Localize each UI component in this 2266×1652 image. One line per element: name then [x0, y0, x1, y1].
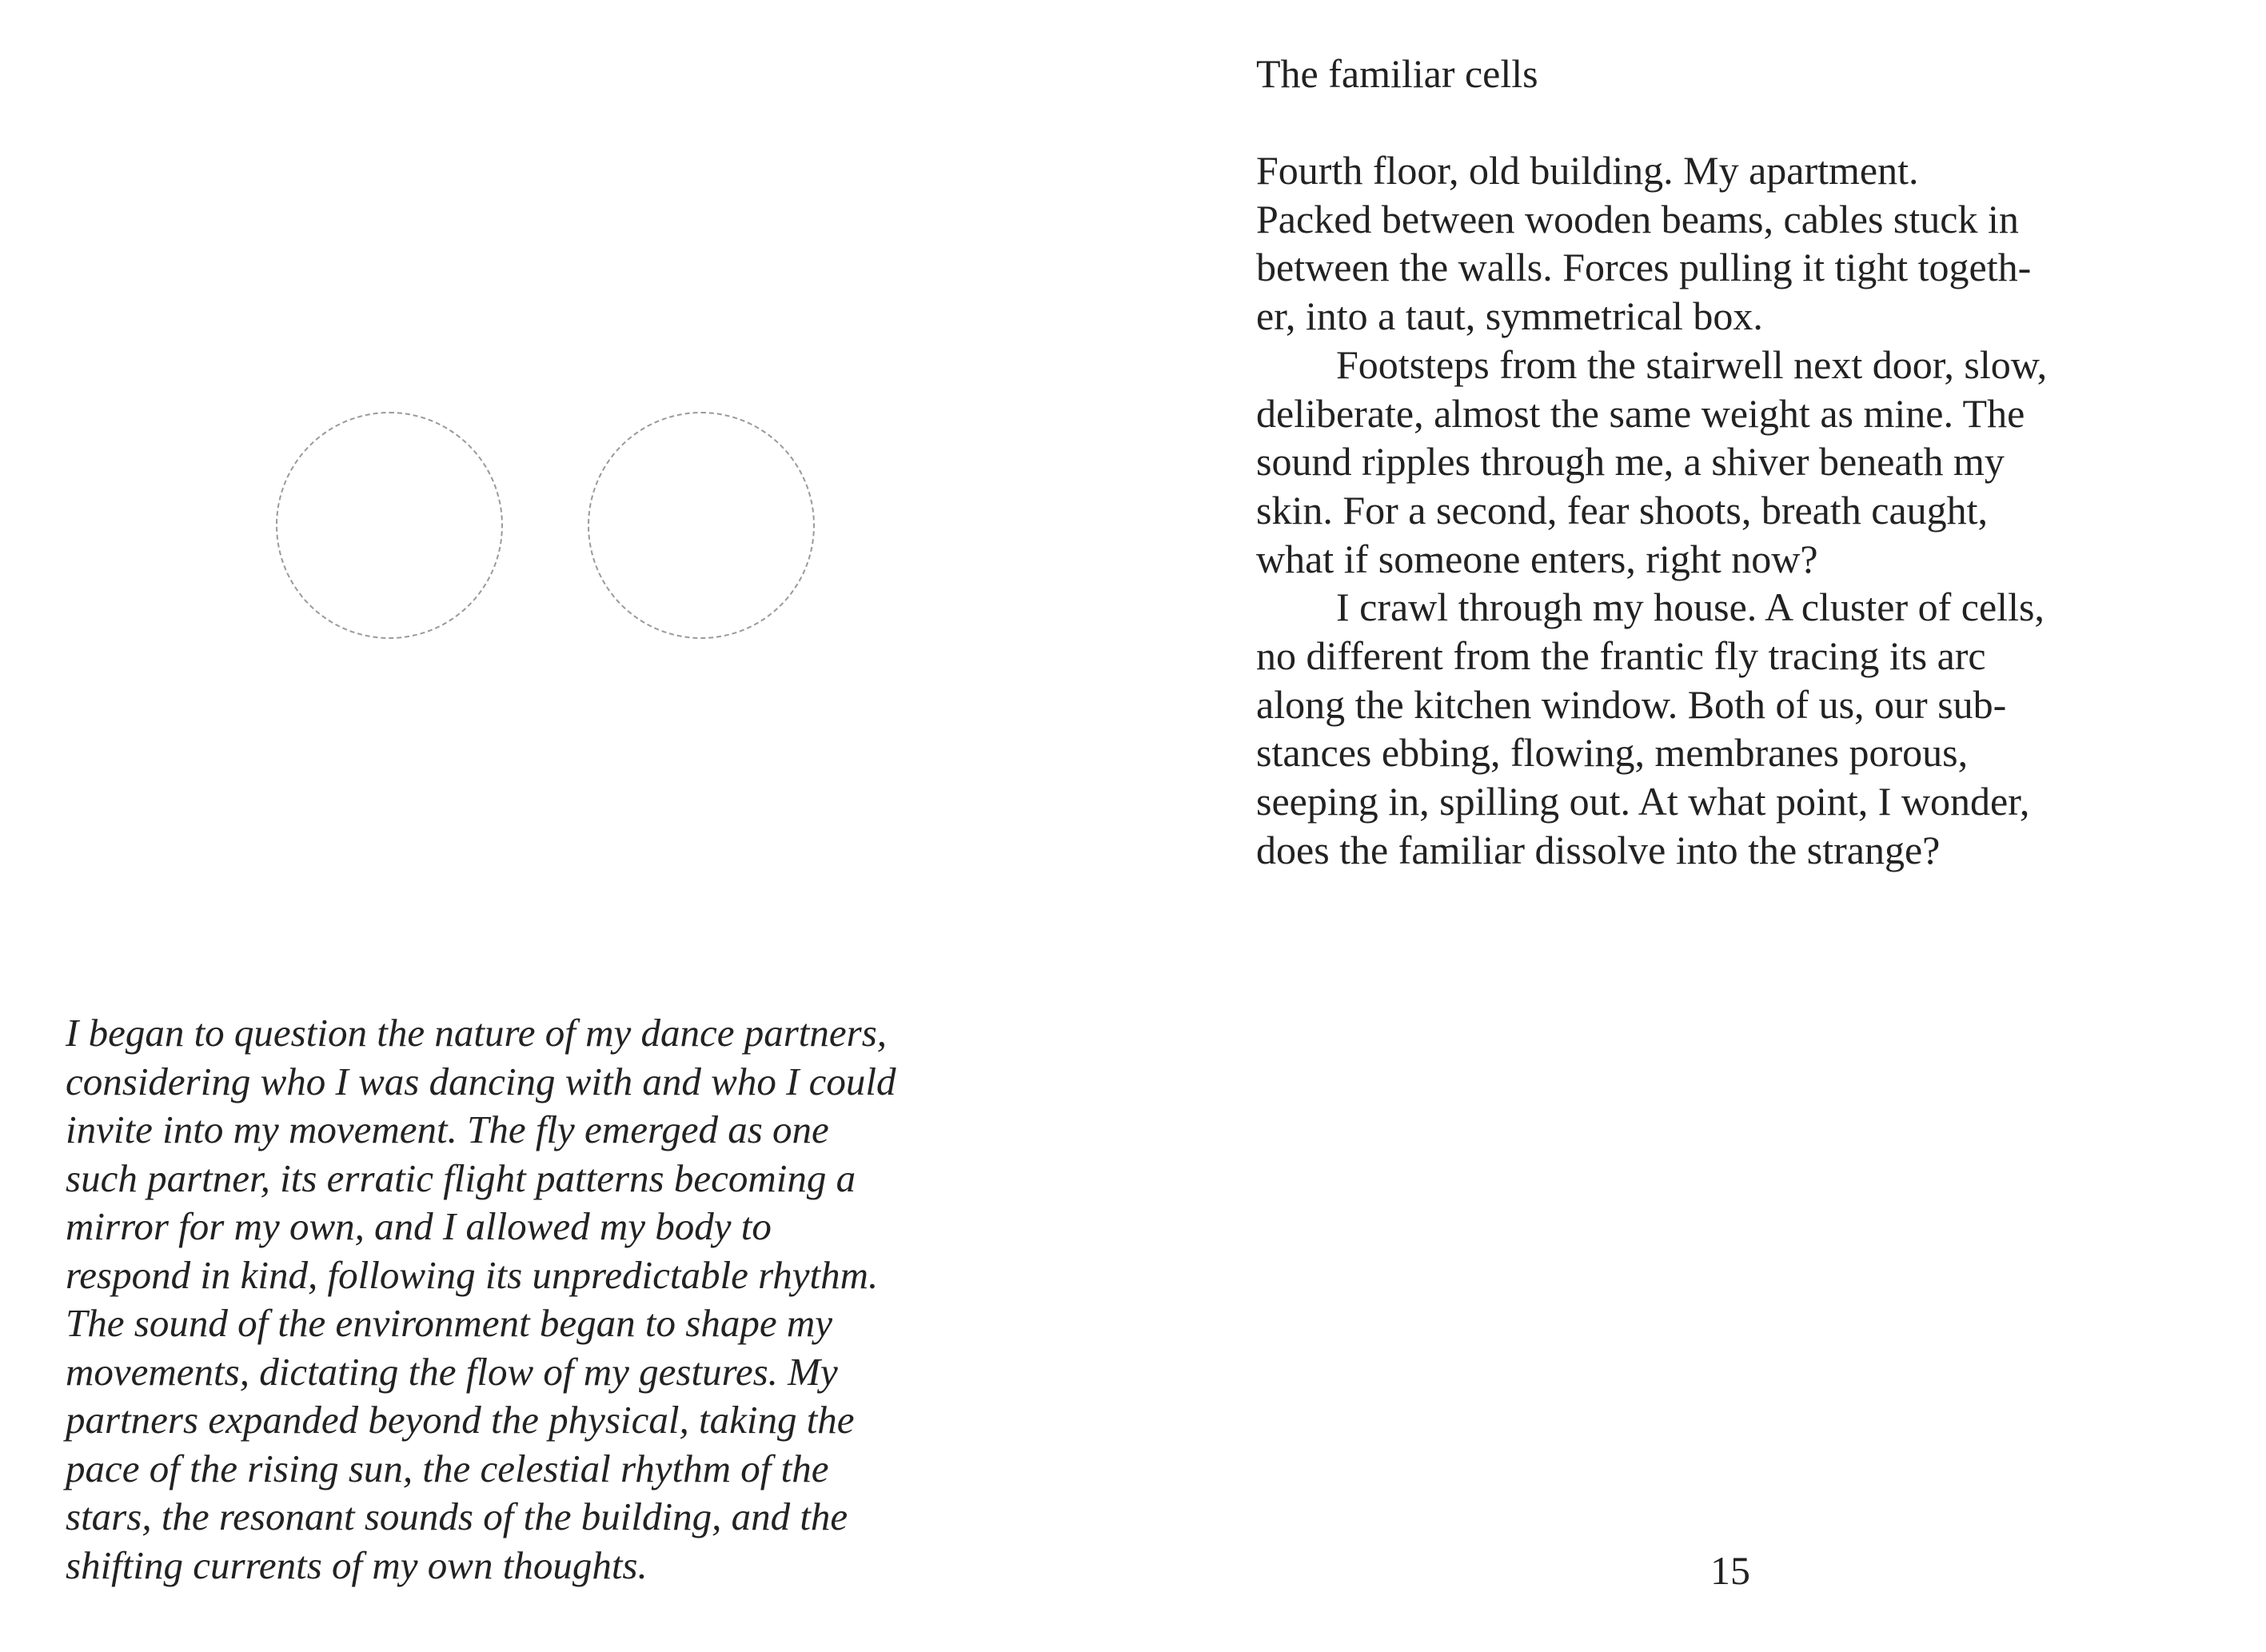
italic-line: respond in kind, following its unpredictable rhythm.: [66, 1252, 879, 1297]
body-line: no different from the frantic fly tracing its arc: [1256, 633, 1986, 679]
body-line: seeping in, spilling out. At what point, I wonder,: [1256, 779, 2030, 824]
italic-line: I began to question the nature of my dance partners,: [66, 1011, 888, 1055]
body-line: Footsteps from the stairwell next door, slow,: [1336, 341, 2048, 387]
italic-paragraph: [66, 1009, 1121, 1590]
body-line: deliberate, almost the same weight as mine. The: [1256, 390, 2025, 436]
body-line: sound ripples through me, a shiver beneath my: [1256, 439, 2005, 485]
body-line: between the walls. Forces pulling it tight togeth-: [1256, 245, 2032, 290]
page-number: 15: [1710, 1548, 1750, 1593]
dashed-circles-illustration: [264, 412, 840, 652]
dashed-circle-right: [588, 412, 815, 639]
italic-line: The sound of the environment began to shape my: [66, 1301, 832, 1345]
body-line: stances ebbing, flowing, membranes porous,: [1256, 730, 1969, 776]
italic-line: shifting currents of my own thoughts.: [66, 1542, 648, 1587]
essay-body: [1256, 146, 2240, 875]
italic-line: considering who I was dancing with and who I could: [66, 1059, 896, 1103]
body-line: er, into a taut, symmetrical box.: [1256, 293, 1763, 339]
body-line: what if someone enters, right now?: [1256, 536, 1818, 581]
italic-line: movements, dictating the flow of my gestures. My: [66, 1349, 838, 1394]
essay-title: The familiar cells: [1256, 51, 1538, 96]
italic-line: partners expanded beyond the physical, taking the: [66, 1398, 855, 1442]
italic-line: mirror for my own, and I allowed my body to: [66, 1204, 772, 1248]
body-line: does the familiar dissolve into the strange?: [1256, 827, 1941, 872]
body-line: Packed between wooden beams, cables stuck in: [1256, 196, 2019, 241]
body-line: along the kitchen window. Both of us, our sub-: [1256, 681, 2007, 727]
italic-line: stars, the resonant sounds of the building, and the: [66, 1494, 848, 1538]
italic-line: pace of the rising sun, the celestial rhythm of the: [66, 1446, 829, 1490]
right-page: [1133, 0, 2266, 1652]
body-line: I crawl through my house. A cluster of cells,: [1336, 585, 2045, 630]
dashed-circle-left: [276, 412, 503, 639]
body-line: Fourth floor, old building. My apartment.: [1256, 148, 1919, 193]
italic-line: such partner, its erratic flight patterns becoming a: [66, 1155, 856, 1200]
italic-line: invite into my movement. The fly emerged as one: [66, 1107, 829, 1151]
body-line: skin. For a second, fear shoots, breath caught,: [1256, 487, 1989, 533]
